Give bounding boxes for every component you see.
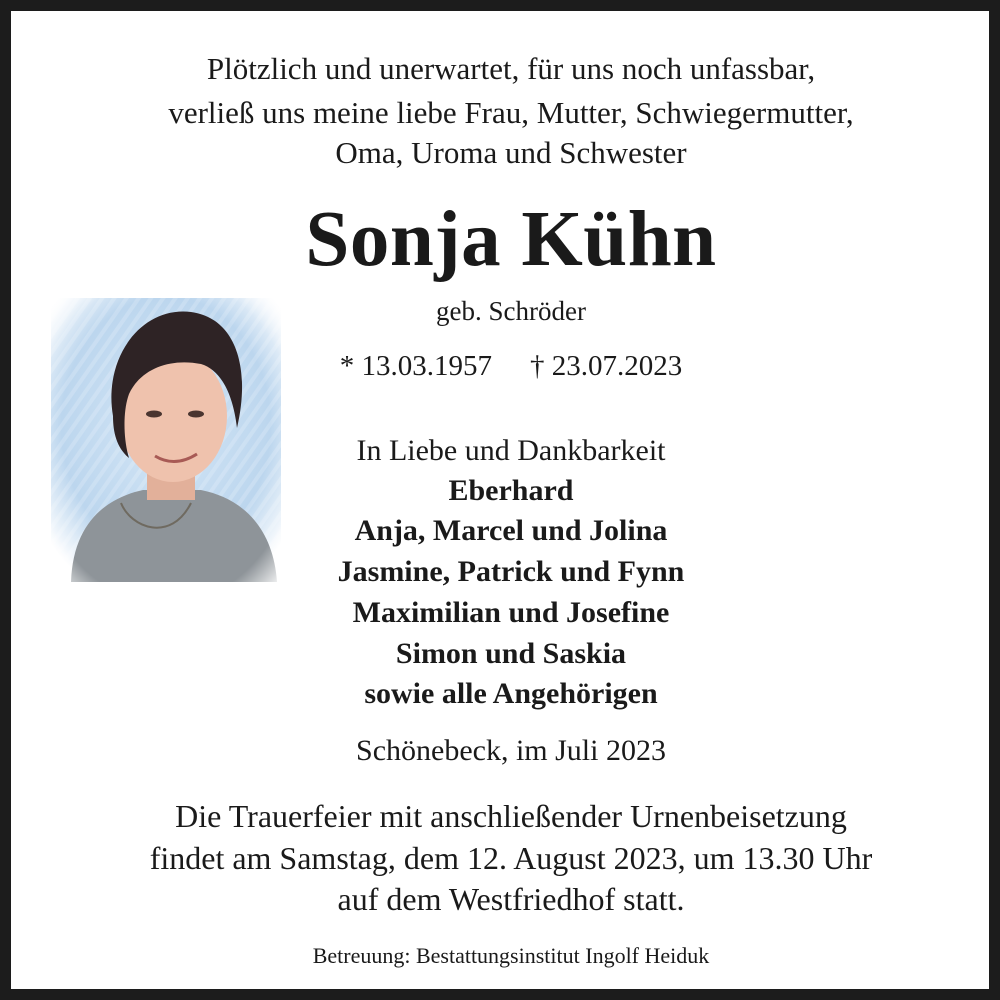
- mourner-line: Anja, Marcel und Jolina: [354, 514, 668, 547]
- deceased-name: Sonja Kühn: [305, 196, 717, 283]
- funeral-line-1: Die Trauerfeier mit anschließender Urnenbeisetzung: [175, 798, 847, 834]
- mourner-line: Eberhard: [448, 474, 574, 507]
- mourner-line: Maximilian und Josefine: [352, 596, 670, 629]
- funeral-home-credit: Betreuung: Bestattungsinstitut Ingolf Heiduk: [312, 943, 710, 968]
- mourner-line: sowie alle Angehörigen: [364, 677, 658, 710]
- death-date: † 23.07.2023: [530, 350, 683, 382]
- mourner-line: Simon und Saskia: [395, 637, 627, 670]
- intro-line-2: verließ uns meine liebe Frau, Mutter, Schwiegermutter,: [168, 95, 854, 130]
- birth-date: * 13.03.1957: [339, 350, 492, 382]
- intro-line-1: Plötzlich und unerwartet, für uns noch unfassbar,: [206, 51, 816, 86]
- place-date: Schönebeck, im Juli 2023: [356, 734, 666, 767]
- funeral-line-3: auf dem Westfriedhof statt.: [337, 881, 685, 917]
- intro-line-3: Oma, Uroma und Schwester: [335, 135, 687, 170]
- mourners-intro: In Liebe und Dankbarkeit: [356, 434, 666, 467]
- funeral-line-2: findet am Samstag, dem 12. August 2023, um 13.30 Uhr: [149, 840, 873, 876]
- mourner-line: Jasmine, Patrick und Fynn: [337, 555, 685, 588]
- birth-name: geb. Schröder: [436, 296, 586, 326]
